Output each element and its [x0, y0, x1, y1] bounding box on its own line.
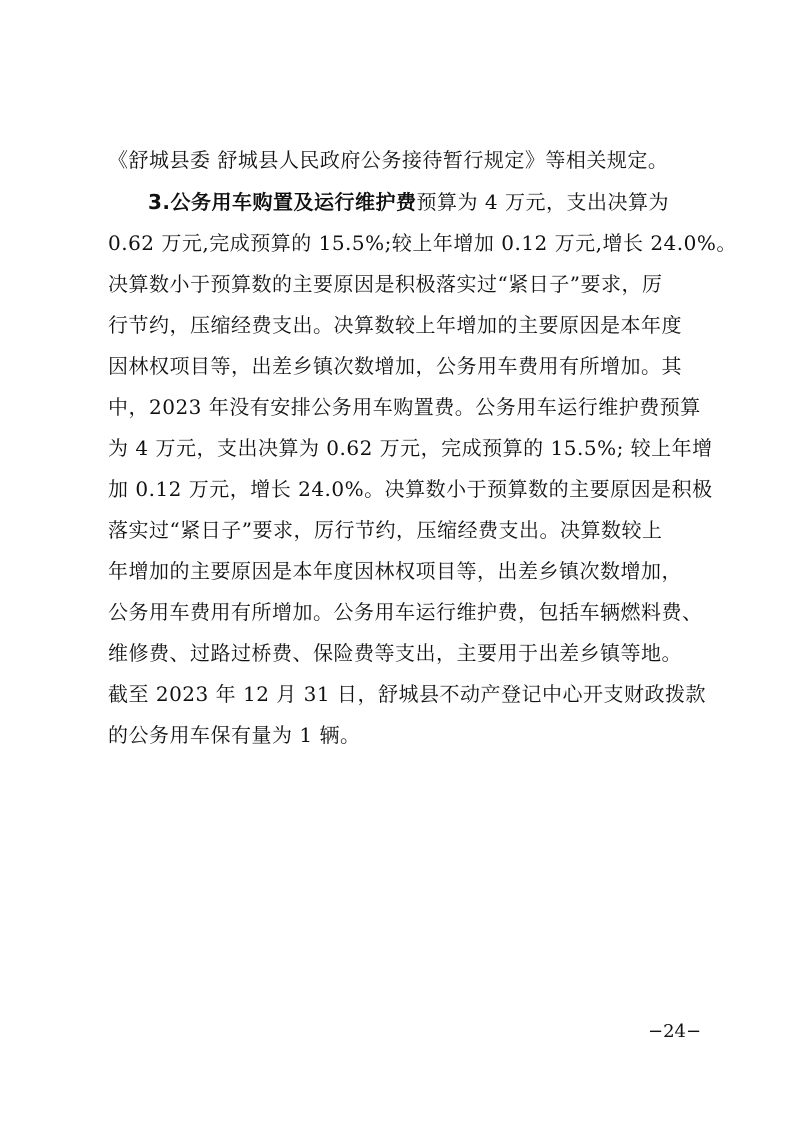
text-line-7: 中，2023 年没有安排公务用车购置费。公务用车运行维护费预算: [108, 395, 701, 419]
text-line-8: 为 4 万元，支出决算为 0.62 万元，完成预算的 15.5%; 较上年增: [108, 436, 713, 460]
text-line-9: 加 0.12 万元，增长 24.0%。决算数小于预算数的主要原因是积极: [108, 477, 713, 501]
text-line-1: 《舒城县委 舒城县人民政府公务接待暂行规定》等相关规定。: [108, 148, 669, 172]
section-heading: 3.公务用车购置及运行维护费: [148, 190, 417, 214]
text-line-2: 预算为 4 万元，支出决算为: [416, 190, 669, 214]
text-line-14: 截至 2023 年 12 月 31 日，舒城县不动产登记中心开支财政拨款: [108, 682, 706, 706]
text-line-11: 年增加的主要原因是本年度因林权项目等，出差乡镇次数增加，: [108, 559, 682, 583]
section-paragraph-start: [148, 188, 669, 216]
text-line-12: 公务用车费用有所增加。公务用车运行维护费，包括车辆燃料费、: [108, 600, 703, 624]
text-line-3: 0.62 万元,完成预算的 15.5%;较上年增加 0.12 万元,增长 24.0%。: [108, 231, 737, 255]
text-line-10: 落实过“紧日子”要求，厉行节约，压缩经费支出。决算数较上: [108, 518, 663, 542]
text-line-5: 行节约，压缩经费支出。决算数较上年增加的主要原因是本年度: [108, 313, 682, 337]
text-line-13: 维修费、过路过桥费、保险费等支出，主要用于出差乡镇等地。: [108, 641, 682, 665]
text-line-6: 因林权项目等，出差乡镇次数增加，公务用车费用有所增加。其: [108, 354, 682, 378]
text-line-4: 决算数小于预算数的主要原因是积极落实过“紧日子”要求，厉: [108, 272, 663, 296]
text-line-15: 的公务用车保有量为 1 辆。: [108, 723, 361, 747]
page-number: −24−: [648, 1021, 702, 1042]
